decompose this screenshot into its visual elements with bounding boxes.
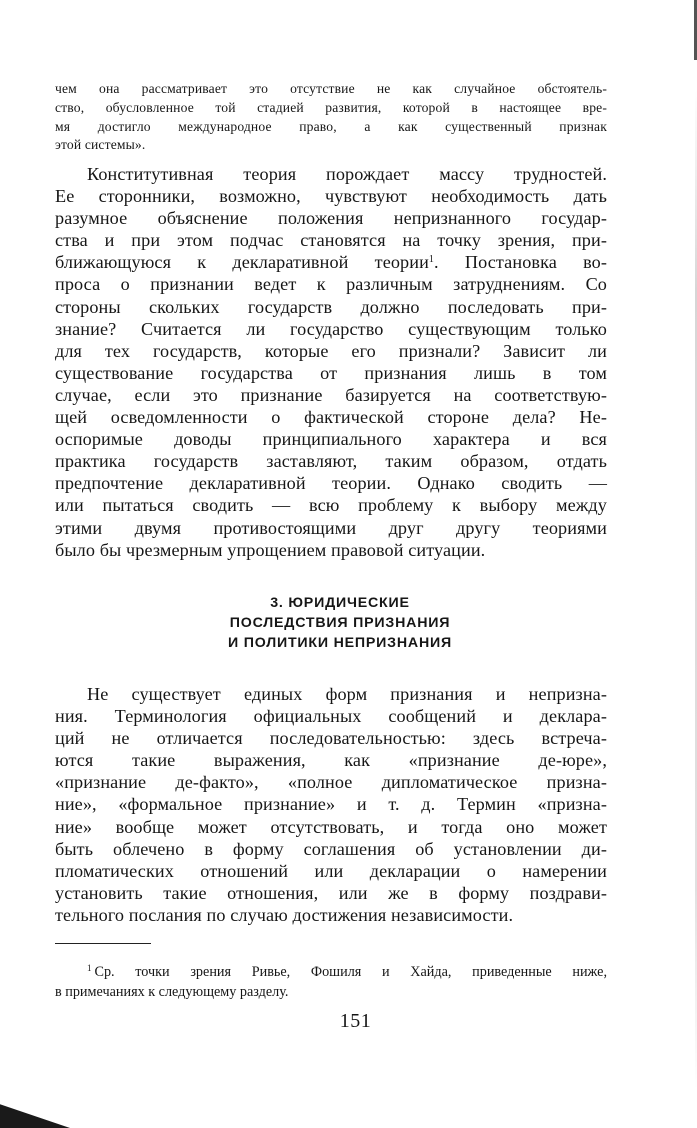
heading-line: 3. ЮРИДИЧЕСКИЕ bbox=[270, 595, 410, 611]
quote-line: ство, обусловленное той стадией развития, которой в настоящее вре- bbox=[55, 99, 607, 115]
text-line: существование государства от признания лишь в том bbox=[55, 362, 607, 383]
text-segment: ближающуюся к декларативной теории bbox=[55, 252, 429, 273]
text-line: разумное объяснение положения непризнанного государ- bbox=[55, 208, 607, 229]
quote-continuation bbox=[55, 80, 607, 155]
heading-line: И ПОЛИТИКИ НЕПРИЗНАНИЯ bbox=[227, 635, 453, 651]
text-line: этими двумя противостоящими друг другу теориями bbox=[55, 517, 607, 538]
footnote-text: Ср. точки зрения Ривье, Фошиля и Хайда, приведенные ниже, bbox=[94, 964, 607, 980]
quote-line: этой системы». bbox=[55, 137, 146, 153]
text-line: Конститутивная теория порождает массу трудностей. bbox=[87, 164, 607, 184]
text-line: случае, если это признание базируется на соответствую- bbox=[55, 384, 607, 405]
footnote-line: в примечаниях к следующему разделу. bbox=[55, 984, 289, 1000]
text-line: было бы чрезмерным упрощением правовой ситуации. bbox=[55, 539, 486, 560]
footnote-line bbox=[55, 962, 607, 982]
footnote bbox=[55, 962, 607, 1002]
section-heading bbox=[140, 593, 540, 653]
footnote-reference[interactable]: 1 bbox=[428, 254, 435, 266]
text-line: ций не отличается последовательностью: здесь встреча- bbox=[55, 728, 607, 749]
text-line: ния. Терминология официальных сообщений и деклара- bbox=[55, 706, 607, 727]
text-line: проса о признании ведет к различным затруднениям. Со bbox=[55, 274, 607, 295]
page-number: 151 bbox=[339, 1010, 372, 1032]
paragraph-forms-of-recognition bbox=[55, 683, 607, 926]
text-line: «признание де-факто», «полное дипломатическое призна- bbox=[55, 772, 607, 793]
text-segment: Постановка во- bbox=[464, 252, 607, 273]
footnote-divider bbox=[55, 943, 151, 944]
quote-line: чем она рассматривает это отсутствие не как случайное обстоятель- bbox=[55, 81, 607, 96]
text-line: пломатических отношений или декларации о намерении bbox=[55, 860, 607, 881]
text-line: тельного послания по случаю достижения независимости. bbox=[55, 904, 514, 925]
text-line: или пытаться сводить — всю проблему к выбору между bbox=[55, 495, 607, 516]
footnote-marker: 1 bbox=[87, 963, 92, 973]
text-line: щей осведомленности о фактической стороне дела? Не- bbox=[55, 407, 607, 428]
text-line: практика государств заставляют, таким образом, отдать bbox=[55, 451, 607, 472]
text-line: ние» вообще может отсутствовать, и тогда оно может bbox=[55, 816, 607, 837]
heading-line: ПОСЛЕДСТВИЯ ПРИЗНАНИЯ bbox=[229, 615, 451, 631]
text-line: ближающуюся к декларативной теории$^1$. Постановка во- bbox=[55, 252, 607, 273]
text-line: Не существует единых форм признания и непризна- bbox=[87, 684, 607, 704]
text-line: для тех государств, которые его признали? Зависит ли bbox=[55, 340, 607, 361]
text-line: стороны скольких государств должно последовать при- bbox=[55, 296, 607, 317]
scan-edge-artifact bbox=[683, 0, 697, 60]
text-line: оспоримые доводы принципиального характера и вся bbox=[55, 429, 607, 450]
text-line: предпочтение декларативной теории. Однако сводить — bbox=[55, 473, 607, 494]
scan-corner-artifact bbox=[0, 1100, 70, 1128]
text-line: ства и при этом подчас становятся на точку зрения, при- bbox=[55, 230, 607, 251]
text-line: установить такие отношения, или же в форму поздрави- bbox=[55, 882, 607, 903]
quote-line: мя достигло международное право, а как существенный признак bbox=[55, 118, 607, 134]
text-line: ние», «формальное признание» и т. д. Термин «призна- bbox=[55, 794, 607, 815]
text-line: Ее сторонники, возможно, чувствуют необходимость дать bbox=[55, 186, 607, 207]
text-line: быть облечено в форму соглашения об установлении ди- bbox=[55, 838, 607, 859]
text-line: ются такие выражения, как «признание де-юре», bbox=[55, 750, 607, 771]
text-line: знание? Считается ли государство существующим только bbox=[55, 318, 607, 339]
paragraph-constitutive-theory bbox=[55, 163, 607, 561]
